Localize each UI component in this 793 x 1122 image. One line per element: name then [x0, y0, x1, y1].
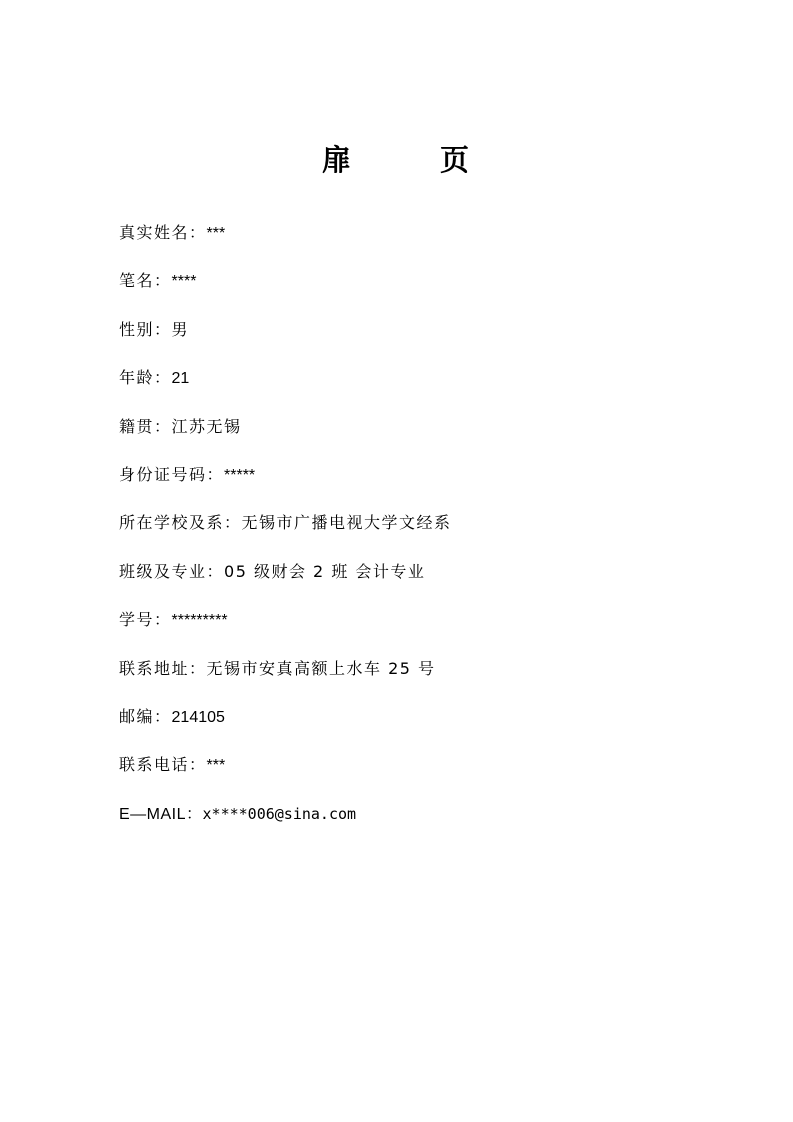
field-email — [119, 799, 719, 847]
field-age — [119, 363, 719, 411]
field-label: 联系地址： — [119, 658, 207, 678]
field-label: E—MAIL： — [119, 805, 203, 823]
field-value: *** — [206, 225, 226, 242]
field-real-name — [119, 218, 719, 266]
field-gender — [119, 315, 719, 363]
field-value: 05 级财会 2 班 会计专业 — [224, 561, 426, 581]
field-postal-code — [119, 702, 719, 750]
page-title — [0, 138, 793, 182]
field-label: 性别： — [119, 319, 172, 339]
field-student-number — [119, 605, 719, 653]
field-address — [119, 654, 719, 702]
field-label: 真实姓名： — [119, 223, 207, 242]
field-value: 江苏无锡 — [171, 416, 242, 436]
field-value: x****006@sina.com — [202, 804, 357, 823]
info-fields — [119, 218, 719, 847]
field-school-department — [119, 508, 719, 556]
field-label: 笔名： — [119, 271, 172, 291]
field-value: *** — [206, 757, 226, 775]
field-label: 籍贯： — [119, 416, 172, 436]
field-pen-name — [119, 266, 719, 314]
field-label: 学号： — [119, 610, 172, 630]
field-label: 所在学校及系： — [119, 513, 242, 533]
field-label: 联系电话： — [119, 755, 207, 775]
field-label: 年龄： — [119, 368, 172, 388]
field-label: 班级及专业： — [119, 561, 225, 581]
field-label: 邮编： — [119, 706, 172, 726]
title-char-1: 扉 — [322, 143, 352, 177]
field-value: 214105 — [171, 708, 225, 726]
field-value: 无锡市广播电视大学文经系 — [241, 513, 452, 533]
field-value: 21 — [171, 370, 190, 388]
field-value: **** — [171, 273, 197, 291]
field-native-place — [119, 412, 719, 460]
field-id-number — [119, 460, 719, 508]
field-value: 无锡市安真高额上水车 25 号 — [206, 658, 436, 678]
field-value: ***** — [224, 466, 256, 484]
field-value: 男 — [171, 319, 190, 339]
field-phone — [119, 750, 719, 798]
title-char-2: 页 — [440, 143, 470, 177]
field-label: 身份证号码： — [119, 464, 225, 484]
field-class-major — [119, 557, 719, 605]
field-value: ********* — [171, 612, 228, 630]
